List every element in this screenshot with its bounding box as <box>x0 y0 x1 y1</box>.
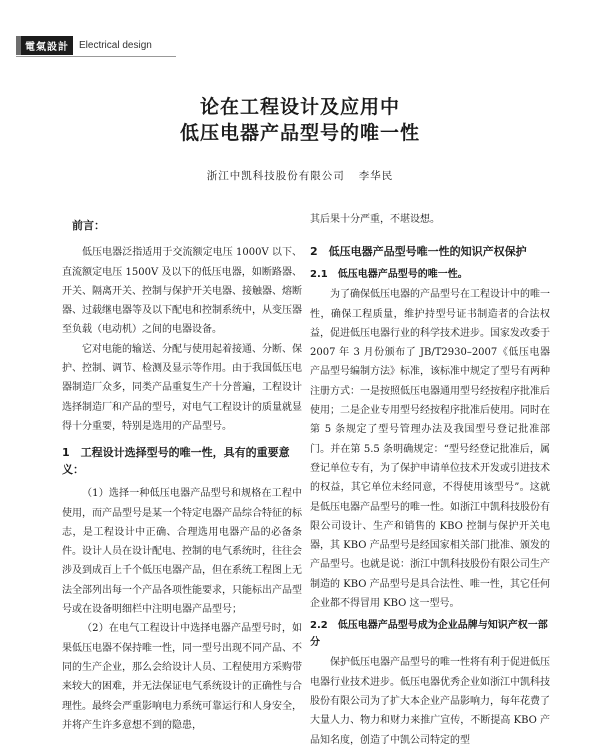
article-title-line1: 论在工程设计及应用中 <box>199 96 400 118</box>
section-badge: 電氣設計 <box>16 36 73 55</box>
left-column <box>62 210 302 735</box>
paragraph: 它对电能的输送、分配与使用起着接通、分断、保护、控制、调节、检测及显示等作用。由于我国低压电器制造厂众多，同类产品重复生产十分普遍，工程设计选择制造厂和产品的型号，对电气工程设计的质量就显得十分重要，特别是选用的产品型号。 <box>62 343 302 432</box>
section-english-label: Electrical design <box>79 39 152 51</box>
section-1-heading: 1 工程设计选择型号的唯一性，具有的重要意义： <box>62 446 290 477</box>
preface-heading: 前言： <box>72 219 105 232</box>
paragraph: （2）在电气工程设计中选择电器产品型号时，如果低压电器不保持唯一性，同一型号出现不同产品、不同的生产企业，那么会给设计人员、工程使用方采购带来较大的困难，并无法保证电气系统设计的正确性与合理性。最终会严重影响电力系统可靠运行和人身安全，并将产生许多意想不到的隐患， <box>62 623 302 731</box>
byline <box>0 168 600 183</box>
paragraph: （1）选择一种低压电器产品型号和规格在工程中使用，而产品型号是某一个特定电器产品综合特征的标志，是工程设计中正确、合理选用电器产品的必备条件。设计人员在设计配电、控制的电气系统时，往往会涉及到成百上千个低压电器产品，但在系统工程图上无法全部列出每一个产品各项性能要求，只能标出产品型号或在设备明细栏中注明电器产品型号； <box>62 488 302 616</box>
author: 李华民 <box>358 170 394 182</box>
subsection-2-2-heading: 2.2 低压电器产品型号成为企业品牌与知识产权一部分 <box>310 620 548 649</box>
paragraph: 低压电器泛指适用于交流额定电压 1000V 以下、直流额定电压 1500V 及以下的低压电器，如断路器、开关、隔离开关、控制与保护开关电器、接触器、熔断器、过载继电器等及以下配电和控制系统中，从变压器至负载（电动机）之间的电器设备。 <box>62 247 302 336</box>
paragraph: 其后果十分严重，不堪设想。 <box>310 214 440 225</box>
header-divider <box>16 56 176 57</box>
paragraph: 保护低压电器产品型号的唯一性将有利于促进低压电器行业技术进步。低压电器优秀企业如浙江中凯科技股份有限公司为了扩大本企业产品影响力，每年花费了大量人力、物力和财力来推广宣传，不断提高 KBO 产品知名度，创造了中凯公司特定的型 <box>310 657 550 746</box>
subsection-2-1-heading: 2.1 低压电器产品型号的唯一性。 <box>310 269 468 281</box>
article-title-line2: 低压电器产品型号的唯一性 <box>179 122 420 144</box>
affiliation: 浙江中凯科技股份有限公司 <box>206 170 345 182</box>
journal-header <box>16 36 152 54</box>
right-column <box>310 210 550 750</box>
section-2-heading: 2 低压电器产品型号唯一性的知识产权保护 <box>310 245 527 259</box>
paragraph: 为了确保低压电器的产品型号在工程设计中的唯一性，确保工程质量，维护持型号证书制造者的合法权益，促进低压电器行业的科学技术进步。国家发改委于 2007 年 3 月份颁布了 JB/T2930–2007《低压电器产品型号编制方法》标准，该标准中规定了型号有两种注册方式：一是按照低压电器通用型号经按程序批准后使用；二是企业专用型号经按程序批准后使用。同时在第 5 条规定了型号管理办法及我国型号登记批准部门。并在第 5.5 条明确规定：“型号经登记批准后，属登记单位专有，为了保护申请单位技术开发或引进技术的权益，其它单位未经同意，不得使用该型号”。这就是低压电器产品型号的唯一性。如浙江中凯科技股份有限公司设计、生产和销售的 KBO 控制与保护开关电器，其 KBO 产品型号是经国家相关部门批准、颁发的产品型号。也就是说：浙江中凯科技股份有限公司生产制造的 KBO 产品型号是具合法性、唯一性，其它任何企业都不得冒用 KBO 这一型号。 <box>310 289 550 610</box>
